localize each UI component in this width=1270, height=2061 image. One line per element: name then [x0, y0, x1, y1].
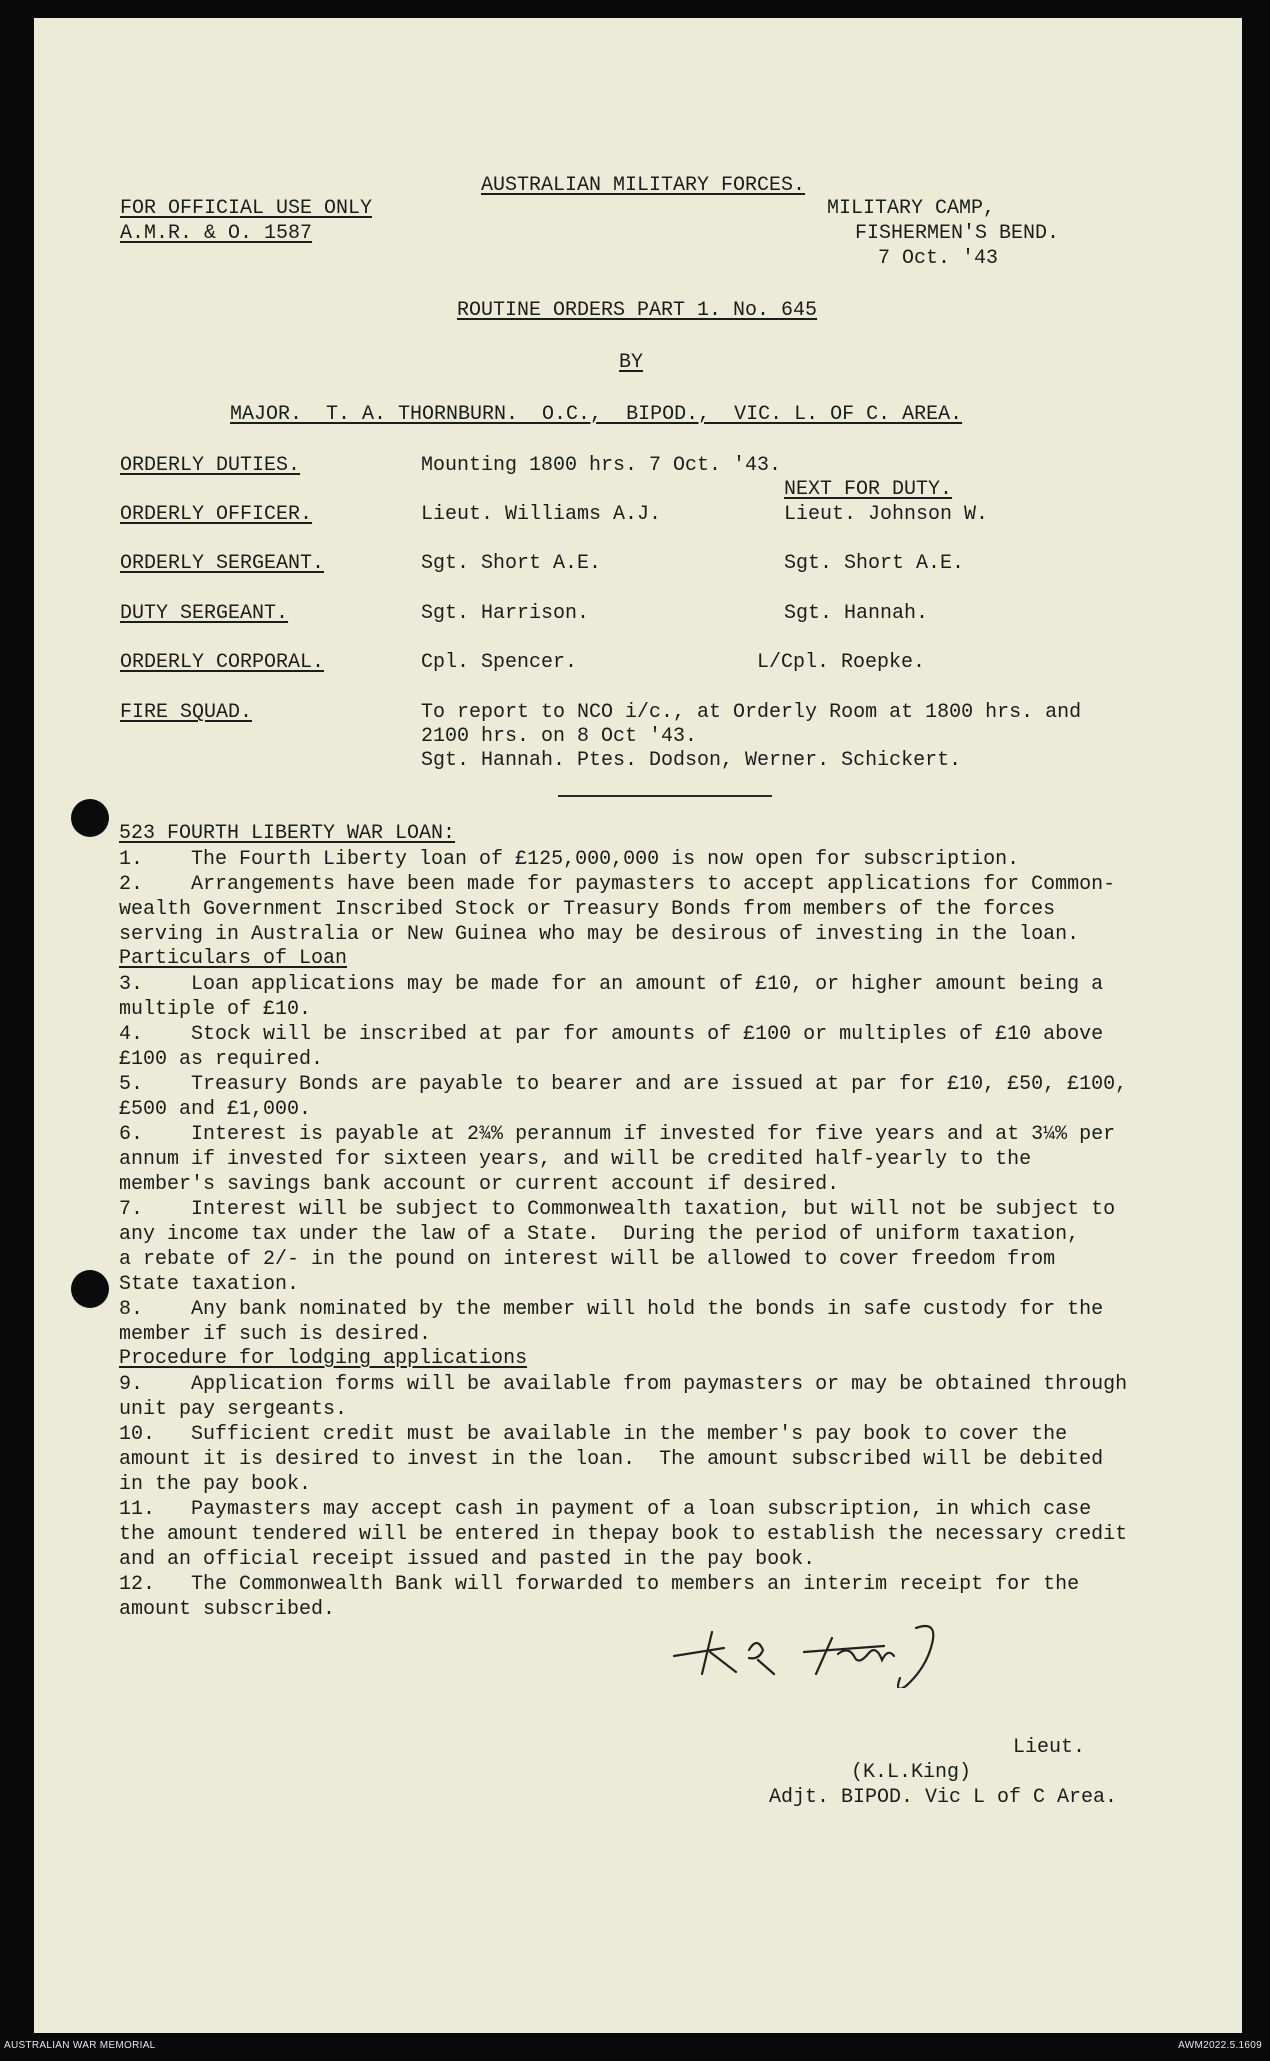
text-line: and an official receipt issued and pasted in the pay book. [119, 1548, 816, 1571]
loan-paragraph-procedure [119, 1372, 1164, 1622]
text-line: serving in Australia or New Guinea who may be desirous of investing in the loan. [119, 923, 1080, 946]
text-line: 4. Stock will be inscribed at par for amounts of £100 or multiples of £10 above [119, 1023, 1104, 1046]
document-title: ROUTINE ORDERS PART 1. No. 645 [457, 299, 818, 322]
text-line: wealth Government Inscribed Stock or Treasury Bonds from members of the forces [119, 898, 1056, 921]
text-line: in the pay book. [119, 1473, 312, 1496]
next-for-duty-heading: NEXT FOR DUTY. [784, 478, 953, 501]
duty-current: Sgt. Harrison. [421, 602, 590, 625]
punch-hole [71, 1270, 109, 1308]
text-line: 7. Interest will be subject to Commonwealth taxation, but will not be subject to [119, 1198, 1116, 1221]
archive-reference: AWM2022.5.1609 [1178, 2040, 1262, 2051]
location-line-2: FISHERMEN'S BEND. [855, 222, 1060, 245]
text-line: 1. The Fourth Liberty loan of £125,000,000 is now open for subscription. [119, 848, 1020, 871]
text-line: annum if invested for sixteen years, and will be credited half-yearly to the [119, 1148, 1032, 1171]
text-line: amount subscribed. [119, 1598, 336, 1621]
text-line: 6. Interest is payable at 2¾% perannum if invested for five years and at 3¼% per [119, 1123, 1116, 1146]
duty-current: Sgt. Short A.E. [421, 552, 602, 575]
text-line: 5. Treasury Bonds are payable to bearer and are issued at par for £10, £50, £100, [119, 1073, 1128, 1096]
duty-next: Sgt. Hannah. [784, 602, 929, 625]
procedure-heading: Procedure for lodging applications [119, 1347, 528, 1370]
fire-squad-line: To report to NCO i/c., at Orderly Room at 1800 hrs. and [421, 701, 1082, 724]
reference-line: A.M.R. & O. 1587 [120, 222, 313, 245]
text-line: multiple of £10. [119, 998, 312, 1021]
text-line: any income tax under the law of a State. During the period of uniform taxation, [119, 1223, 1080, 1246]
text-line: £500 and £1,000. [119, 1098, 312, 1121]
text-line: a rebate of 2/- in the pound on interest will be allowed to cover freedom from [119, 1248, 1056, 1271]
text-line: 12. The Commonwealth Bank will forwarded to members an interim receipt for the [119, 1573, 1080, 1596]
signatory-appointment: Adjt. BIPOD. Vic L of C Area. [769, 1786, 1118, 1809]
signatory-name: (K.L.King) [851, 1761, 972, 1784]
duty-role: ORDERLY OFFICER. [120, 503, 313, 526]
archive-credit: AUSTRALIAN WAR MEMORIAL [4, 2040, 156, 2051]
fire-squad-label: FIRE SQUAD. [120, 701, 253, 724]
fire-squad-line: 2100 hrs. on 8 Oct '43. [421, 725, 698, 748]
text-line: unit pay sergeants. [119, 1398, 348, 1421]
text-line: 10. Sufficient credit must be available in the member's pay book to cover the [119, 1423, 1068, 1446]
text-line: 8. Any bank nominated by the member will hold the bonds in safe custody for the [119, 1298, 1104, 1321]
section-heading: 523 FOURTH LIBERTY WAR LOAN: [119, 822, 456, 845]
loan-paragraph-intro [119, 847, 1164, 947]
text-line: member's savings bank account or current account if desired. [119, 1173, 840, 1196]
document-page [34, 18, 1242, 2033]
text-line: 3. Loan applications may be made for an amount of £10, or higher amount being a [119, 973, 1104, 996]
duty-next: Sgt. Short A.E. [784, 552, 965, 575]
text-line: member if such is desired. [119, 1323, 432, 1346]
handwritten-signature [654, 1608, 1014, 1688]
document-date: 7 Oct. '43 [878, 247, 999, 270]
orderly-duties-label: ORDERLY DUTIES. [120, 454, 301, 477]
commanding-officer: MAJOR. T. A. THORNBURN. O.C., BIPOD., VIC. L. OF C. AREA. [230, 403, 963, 426]
duty-role: ORDERLY CORPORAL. [120, 651, 325, 674]
text-line: £100 as required. [119, 1048, 324, 1071]
by-line: BY [619, 351, 644, 374]
fire-squad-line: Sgt. Hannah. Ptes. Dodson, Werner. Schickert. [421, 749, 962, 772]
particulars-heading: Particulars of Loan [119, 947, 348, 970]
duty-current: Lieut. Williams A.J. [421, 503, 662, 526]
duty-current: Cpl. Spencer. [421, 651, 578, 674]
text-line: the amount tendered will be entered in thepay book to establish the necessary credit [119, 1523, 1128, 1546]
classification-line: FOR OFFICIAL USE ONLY [120, 197, 373, 220]
text-line: amount it is desired to invest in the loan. The amount subscribed will be debited [119, 1448, 1104, 1471]
duty-next: L/Cpl. Roepke. [757, 651, 926, 674]
punch-hole [71, 799, 109, 837]
org-heading: AUSTRALIAN MILITARY FORCES. [481, 174, 806, 197]
duty-role: ORDERLY SERGEANT. [120, 552, 325, 575]
signatory-rank: Lieut. [1013, 1736, 1086, 1759]
location-line-1: MILITARY CAMP, [827, 197, 996, 220]
text-line: 9. Application forms will be available from paymasters or may be obtained through [119, 1373, 1128, 1396]
text-line: 11. Paymasters may accept cash in payment of a loan subscription, in which case [119, 1498, 1092, 1521]
mounting-time: Mounting 1800 hrs. 7 Oct. '43. [421, 454, 782, 477]
duty-role: DUTY SERGEANT. [120, 602, 289, 625]
text-line: 2. Arrangements have been made for paymasters to accept applications for Common- [119, 873, 1116, 896]
section-divider [558, 795, 772, 797]
text-line: State taxation. [119, 1273, 300, 1296]
loan-paragraph-particulars [119, 972, 1164, 1347]
duty-next: Lieut. Johnson W. [784, 503, 989, 526]
